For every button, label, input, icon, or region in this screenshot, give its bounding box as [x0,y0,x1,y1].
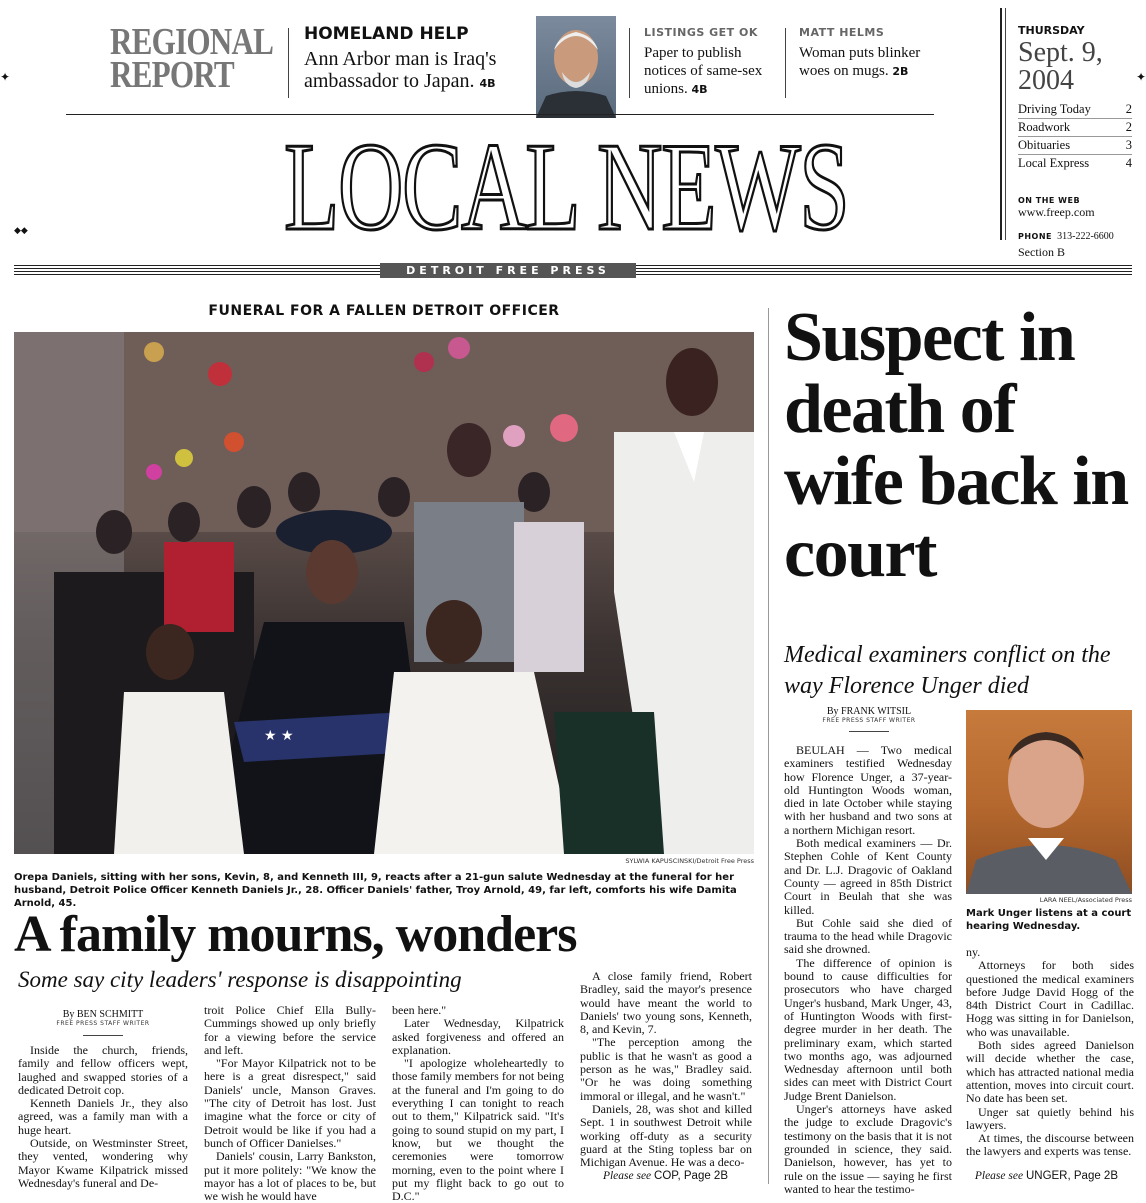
story-column-5: BEULAH — Two medical examiners testified Wednesday how Florence Unger, a 37-year-old Huntington Woods woman, died in late October while staying with her husband and two sons at a northern Michigan resort. Both medical examiners — Dr. Stephen Cohle of Kent County and Dr. L.J. Dragovic of Oakland County — agreed in 85th District Court in Beulah that she was killed. But Cohle said she died of trauma to the head while Dragovic said she drowned. The difference of opinion is bound to cause difficulties for prosecutors who have charged Unger's husband, Mark Unger, 43, of Huntington Woods with first-degree murder in her death. The preliminary exam, which started two months ago, was adjourned Wednesday afternoon until both sides can meet with District Court Judge Brent Danielson. Unger's attorneys have asked the judge to exclude Dragovic's testimony on the basis that it is not grounded in science, they said. Danielson, however, has yet to rule on the issue — saying he first wanted to hear the testimo- [784,743,952,1196]
story-column-4: A close family friend, Robert Bradley, said the mayor's presence would have meant the world to Daniels' two young sons, Kenneth, 8, and Kevin, 7. "The perception among the public is that he wasn't as good a person as he was," Bradley said. "Or he was doing something immoral or illegal, and he wasn't." Daniels, 28, was shot and killed Sept. 1 in southwest Detroit while working off-duty as a security guard at the Sting topless bar on Michigan Avenue. He was a deco- [580,969,752,1170]
mug-photo [966,710,1132,894]
deck: Medical examiners conflict on the way Florence Unger died [784,642,1111,699]
section-letter: Section B [1018,245,1065,259]
section-title: LOCAL NEWS [284,118,849,257]
story-column-1: Inside the church, friends, family and fellow officers wept, laughed and swapped stories of a dedicated Detroit cop. Kenneth Daniels Jr., they also agreed, was a family man with a huge heart. Outside, on Westminster Street, they vented, wondering why Mayor Kwame Kilpatrick missed Wednesday's funeral and De- [18,1043,188,1190]
web-label: ON THE WEB [1018,196,1081,205]
section-index [1018,101,1132,172]
section-label: REGIONAL REPORT [110,21,274,96]
web-link[interactable]: www.freep.com [1018,205,1095,219]
registration-mark: ✦ [1136,70,1146,84]
mug-caption: Mark Unger listens at a court hearing Wednesday. [966,908,1132,932]
edition-mark: ◆◆ [14,226,28,236]
mug-credit: LARA NEEL/Associated Press [1039,896,1132,904]
photo-credit: SYLWIA KAPUSCINSKI/Detroit Free Press [625,857,754,865]
photo-kicker: FUNERAL FOR A FALLEN DETROIT OFFICER [208,303,560,319]
headline-suspect[interactable]: Suspect in death of wife back in court [784,299,1128,592]
svg-text:★ ★: ★ ★ [264,728,294,744]
index-item[interactable]: Driving Today 2 [1018,101,1132,119]
teaser-homeland-help[interactable]: HOMELAND HELP Ann Arbor man is Iraq's ambassador to Japan. 4B [304,24,497,92]
registration-mark: ✦ [0,70,11,84]
teaser-listings[interactable]: LISTINGS GET OK Paper to publish notices of same-sex unions. 4B [644,26,763,97]
jump-line-cop[interactable]: Please see COP, Page 2B [602,1170,728,1182]
paper-name: DETROIT FREE PRESS [380,263,636,278]
byline-block: By BEN SCHMITT FREE PRESS STAFF WRITER [18,1009,188,1036]
story-column-2: troit Police Chief Ella Bully-Cummings showed up only briefly for a viewing before the service and left. "For Mayor Kilpatrick not to be here is a great disrespect," said Daniels' uncle, Manson Graves. "The city of Detroit has lost. Just imagine what the force or city of Detroit would be like if you had a bunch of Officer Danielses." Daniels' cousin, Larry Bankston, put it more politely: "We know the mayor has a lot of places to be, but we wish he would have [204,1003,376,1203]
story-column-3: been here." Later Wednesday, Kilpatrick asked forgiveness and offered an explanation. "I apologize wholeheartedly to those family members for not being at the funeral and I'm going to do everything I can tonight to reach out to them," Kilpatrick said. "It's going to sound stupid on my part, I know, but we thought the ceremonies were tomorrow morning, even to the point where I put my flight back to go out to D.C." [392,1003,564,1203]
teaser-matt-helms[interactable]: MATT HELMS Woman puts blinker woes on mugs. 2B [799,26,921,79]
index-item[interactable]: Local Express 4 [1018,156,1132,170]
story-column-6: ny. Attorneys for both sides questioned the medical examiners before Judge David Hogg of the 84th District Court in Cadillac. Hogg was sitting in for Danielson, who was unavailable. Both sides agreed Danielson will decide whether the case, which has attracted national media attention, moves into circuit court. No date has been set. Unger sat quietly behind his lawyers. At times, the discourse between the lawyers and experts was tense. [966,945,1134,1159]
index-item[interactable]: Obituaries 3 [1018,137,1132,155]
jump-line-unger[interactable]: Please see UNGER, Page 2B [974,1170,1118,1182]
deck: Some say city leaders' response is disappointing [18,967,462,992]
phone-number: 313-222-6600 [1057,231,1114,242]
teaser-photo [536,16,616,118]
photo-caption: Orepa Daniels, sitting with her sons, Kevin, 8, and Kenneth III, 9, reacts after a 21-gun salute Wednesday at the funeral for her husband, Detroit Police Officer Kenneth Daniels Jr., 28. Officer Daniels' father, Troy Arnold, 49, far left, comforts his wife Damita Arnold, 45. [14,872,737,909]
funeral-photo [14,332,754,854]
headline-family-mourns[interactable]: A family mourns, wonders [14,906,577,963]
index-item[interactable]: Roadwork 2 [1018,119,1132,137]
byline-block: By FRANK WITSIL FREE PRESS STAFF WRITER [784,706,954,732]
date-block: THURSDAY Sept. 9, 2004 Driving Today 2 Roadwork 2 Obituaries 3 Local Express 4 ON THE WEB www.freep.com PHONE 313-222-6600 Section B [1018,24,1138,260]
